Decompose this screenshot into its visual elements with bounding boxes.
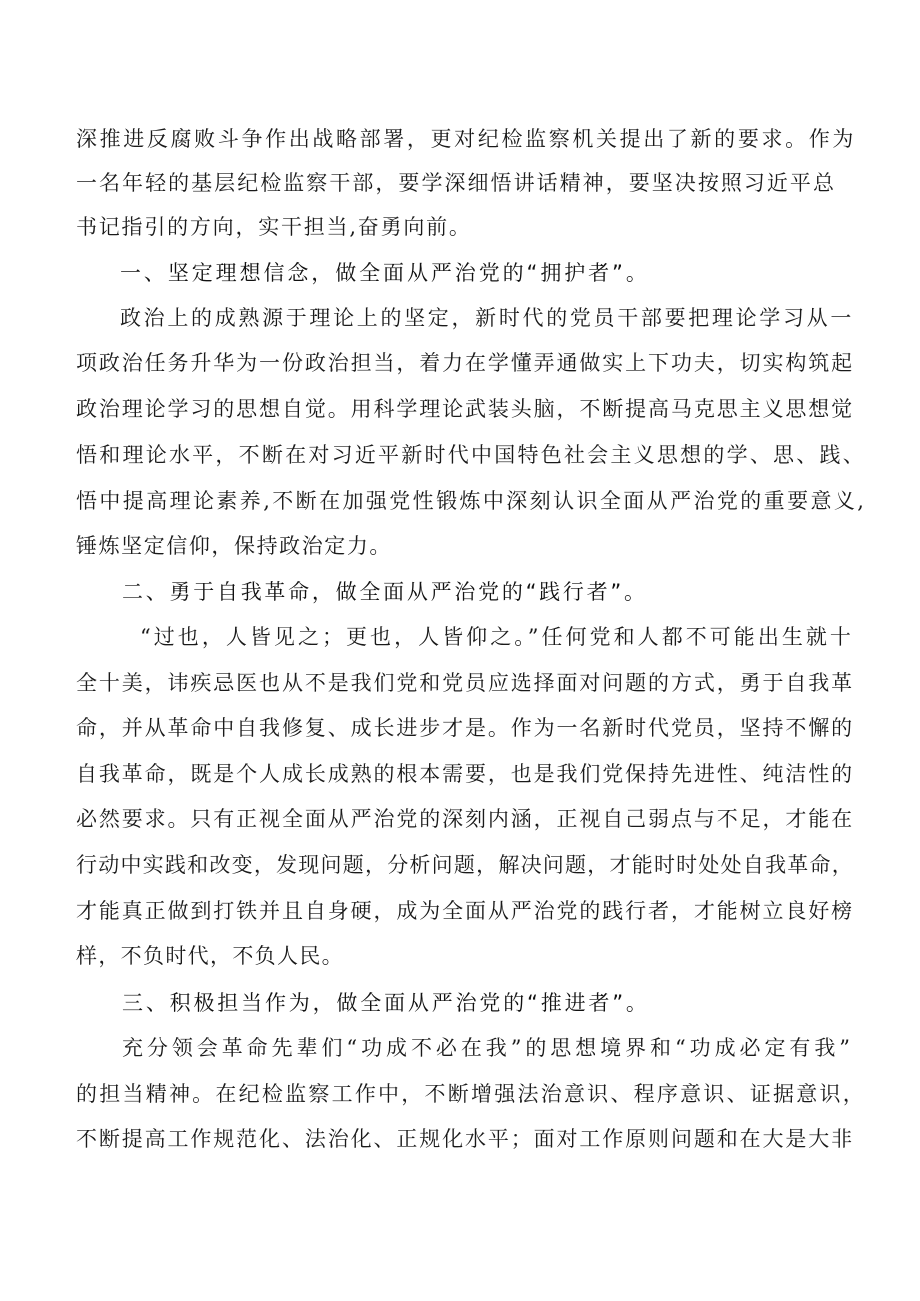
paragraph-line: 不断提高工作规范化、法治化、正规化水平；面对工作原则问题和在大是大非 [76,1127,854,1151]
paragraph-line: 深推进反腐败斗争作出战略部署，更对纪检监察机关提出了新的要求。作为 [76,127,856,151]
paragraph-line: 一名年轻的基层纪检监察干部，要学深细悟讲话精神，要坚决按照习近平总 [76,171,836,195]
paragraph-line: 行动中实践和改变，发现问题，分析问题，解决问题，才能时时处处自我革命， [76,853,854,877]
paragraph-line: 项政治任务升华为一份政治担当，着力在学懂弄通做实上下功夫，切实构筑起 [76,351,854,375]
paragraph-line: 书记指引的方向，实干担当,奋勇向前。 [76,215,472,239]
paragraph-line: 才能真正做到打铁并且自身硬，成为全面从严治党的践行者，才能树立良好榜 [76,899,854,923]
section-heading: 二、勇于自我革命，做全面从严治党的“践行者”。 [122,580,648,604]
paragraph-line: 全十美，讳疾忌医也从不是我们党和党员应选择面对问题的方式，勇于自我革 [76,671,854,695]
paragraph-line: “过也，人皆见之；更也，人皆仰之。”任何党和人都不可能出生就十 [140,625,854,649]
section-heading: 三、积极担当作为，做全面从严治党的“推进者”。 [122,991,650,1015]
paragraph-line: 政治上的成熟源于理论上的坚定，新时代的党员干部要把理论学习从一 [120,306,854,330]
paragraph-line: 充分领会革命先辈们“功成不必在我”的思想境界和“功成必定有我” [122,1036,854,1060]
paragraph-line: 必然要求。只有正视全面从严治党的深刻内涵，正视自己弱点与不足，才能在 [76,807,854,831]
paragraph-line: 悟和理论水平，不断在对习近平新时代中国特色社会主义思想的学、思、践、 [76,443,866,467]
paragraph-line: 锤炼坚定信仰，保持政治定力。 [76,534,392,558]
paragraph-line: 自我革命，既是个人成长成熟的根本需要，也是我们党保持先进性、纯洁性的 [76,762,854,786]
paragraph-line: 悟中提高理论素养,不断在加强党性锻炼中深刻认识全面从严治党的重要意义, [76,489,866,513]
section-heading: 一、坚定理想信念，做全面从严治党的“拥护者”。 [120,261,650,285]
paragraph-line: 命，并从革命中自我修复、成长进步才是。作为一名新时代党员，坚持不懈的 [76,716,854,740]
paragraph-line: 样，不负时代，不负人民。 [76,944,344,968]
paragraph-line: 的担当精神。在纪检监察工作中，不断增强法治意识、程序意识、证据意识， [76,1082,866,1106]
paragraph-line: 政治理论学习的思想自觉。用科学理论武装头脑，不断提高马克思主义思想觉 [76,397,854,421]
